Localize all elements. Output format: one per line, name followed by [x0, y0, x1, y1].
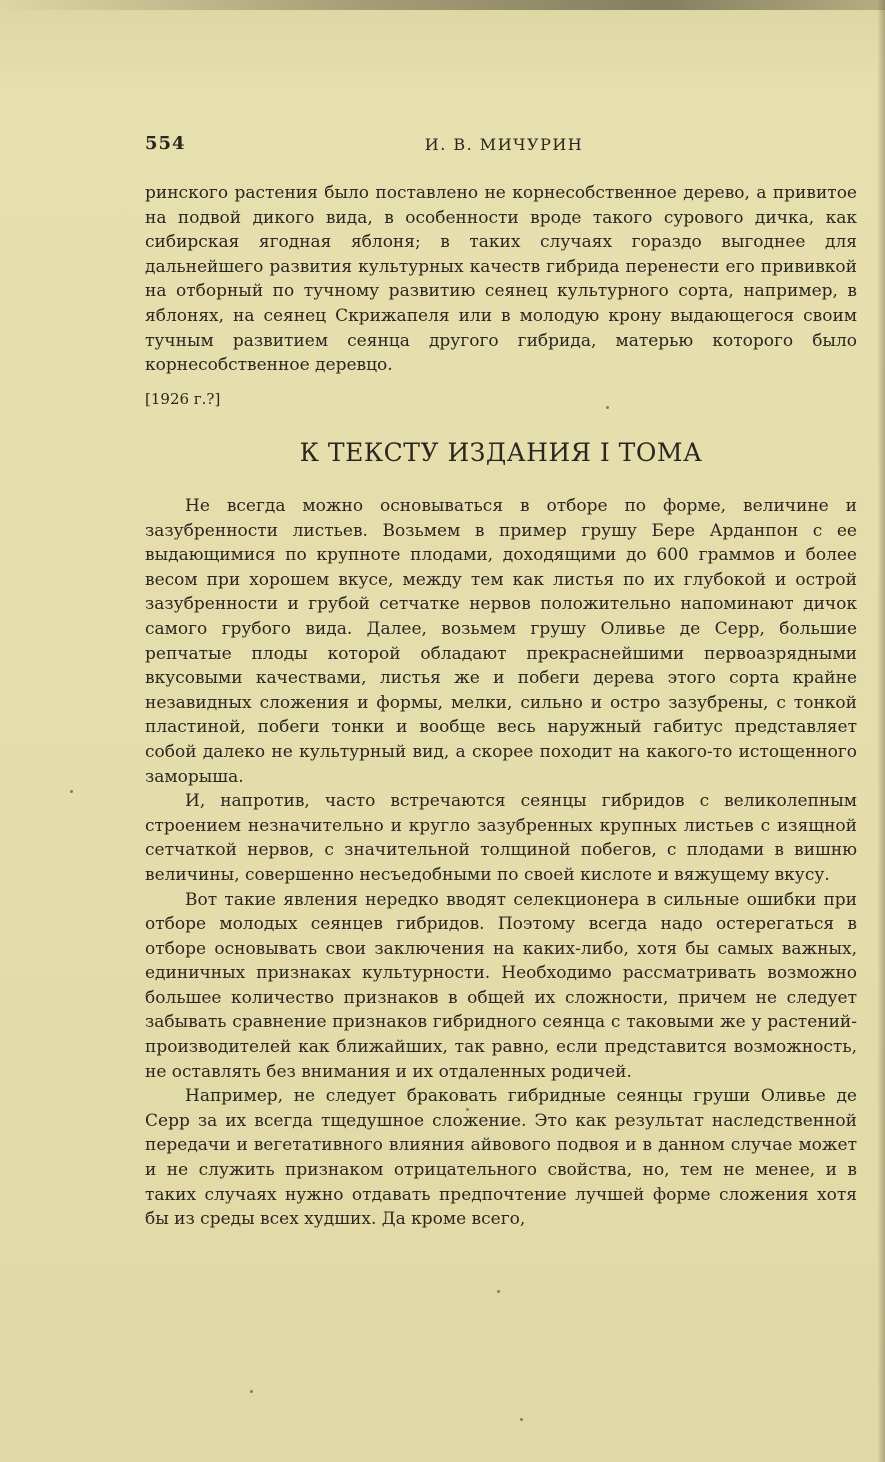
section-title: К ТЕКСТУ ИЗДАНИЯ I ТОМА — [299, 438, 703, 467]
running-head-author: И. В. МИЧУРИН — [424, 135, 584, 154]
paragraph: Например, не следует браковать гибридные сеянцы груши Оливье де Серр за их всегда тщедушное сложение. Это как результат наследственной передачи и вегетативного влияния айвового подвоя и в данном случае может и не служить признаком отрицательного свойства, но, тем не менее, и в таких случаях нужно отдавать предпочтение лучшей форме сложения хотя бы из среды всех худших. Да кроме всего, — [145, 1086, 857, 1230]
paragraph: Вот такие явления нередко вводят селекционера в сильные ошибки при отборе молодых сеянцев гибридов. Поэтому всегда надо остерегаться в отборе основывать свои заключения на каких-либо, хотя бы самых важных, единичных признаках культурности. Необходимо рассматривать возможно большее количество признаков в общей их сложности, причем не следует забывать сравнение признаков гибридного сеянца с таковыми же у растений-производителей как ближайших, так равно, если представится возможность, не оставлять без внимания и их отдаленных родичей. — [145, 889, 857, 1082]
paper-speck — [250, 1390, 253, 1393]
paragraph: Не всегда можно основываться в отборе по форме, величине и зазубренности листьев. Возьмем в пример грушу Бере Арданпон с ее выдающимися по крупноте плодами, доходящими до 600 граммов и более весом при хорошем вкусе, между тем как листья по их глубокой и острой зазубренности и грубой сетчатке нервов положительно напоминают дичок самого грубого вида. Далее, возьмем грушу Оливье де Серр, большие репчатые плоды которой обладают прекраснейшими первоазрядными вкусовыми качествами, листья же и побеги дерева этого сорта крайне незавидных сложения и формы, мелки, сильно и остро зазубрены, с тонкой пластиной, побеги тонки и вообще весь наружный габитус представляет собой далеко не культурный вид, а скорее походит на какого-то истощенного заморыша. — [145, 496, 857, 787]
continuation-paragraph: ринского растения было поставлено не корнесобственное дерево, а привитое на подвой дикого вида, в особенности вроде такого сурового дичка, как сибирская ягодная яблоня; в таких случаях гораздо выгоднее для дальнейшего развития культурных качеств гибрида перенести его прививкой на отборный по тучному развитию сеянец культурного сорта, например, в яблонях, на сеянец Скрижапеля или в молодую крону выдающегося своим тучным развитием сеянца другого гибрида, матерью которого было корнесобственное деревцо. — [145, 183, 857, 376]
paper-speck — [497, 1290, 500, 1293]
section-body — [145, 494, 857, 1232]
running-head — [145, 133, 863, 159]
date-note: [1926 г.?] — [145, 390, 221, 408]
page-right-shadow — [877, 0, 885, 1462]
paper-speck — [70, 790, 73, 793]
paragraph: И, напротив, часто встречаются сеянцы гибридов с великолепным строением незначительно и кругло зазубренных крупных листьев с изящной сетчаткой нервов, с значительной толщиной побегов, с плодами в вишню величины, совершенно несъедобными по своей кислоте и вяжущему вкусу. — [145, 791, 857, 885]
paper-speck — [520, 1418, 523, 1421]
paper-speck — [466, 1108, 469, 1111]
page-top-shadow — [0, 0, 885, 10]
continuation-text — [145, 181, 857, 378]
paper-speck — [606, 406, 609, 409]
page-number: 554 — [145, 133, 186, 154]
